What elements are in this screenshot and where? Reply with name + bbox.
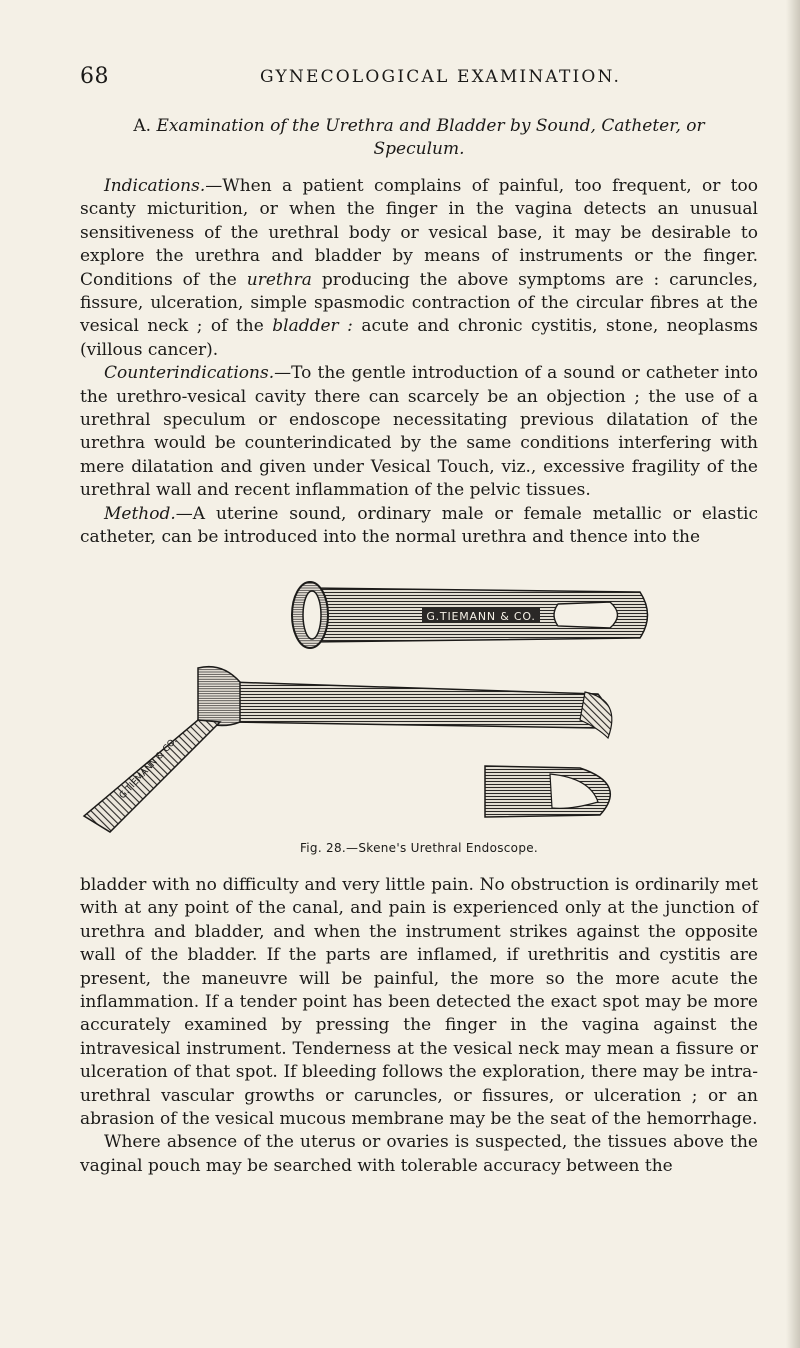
indications-text-b: producing the above symptoms are : caruncles, fissure, ulceration, simple spasmodic contraction of the circular fibres at the vesical neck ; of the (80, 269, 758, 337)
endoscope-obturator (485, 766, 610, 817)
page-header (80, 64, 740, 94)
method-label: Method. (104, 503, 176, 524)
figure-caption: Fig. 28.—Skene's Urethral Endoscope. (299, 840, 539, 855)
endoscope-illustration (80, 570, 758, 835)
counterindications-label: Counterindications. (104, 363, 275, 384)
indications-paragraph (80, 175, 758, 362)
page-content (80, 115, 758, 1178)
indications-em-urethra: urethra (246, 269, 312, 290)
last-paragraph: Where absence of the uterus or ovaries is suspected, the tissues above the vaginal pouch may be searched with tolerable accuracy between the (80, 1132, 758, 1176)
endoscope-figure (80, 570, 758, 835)
section-title (80, 115, 758, 161)
indications-em-bladder: bladder : (272, 316, 353, 337)
running-head: GYNECOLOGICAL EXAMINATION. (260, 67, 622, 87)
engraving-handle-text: G.TIEMANN & CO. (117, 735, 180, 801)
counterindications-paragraph (80, 362, 758, 502)
counterindications-text: —To the gentle introduction of a sound or catheter into the urethro-vesical cavity there can scarcely be an objection ; the use of a urethral speculum or endoscope necessitating previous dilatation of the urethra would be counterindicated by the same conditions interfering with mere dilatation and given under Vesical Touch, viz., excessive fragility of the urethral wall and recent inflammation of the pelvic tissues. (80, 363, 758, 501)
page-edge-shadow (786, 0, 800, 1348)
endoscope-tube-upper (292, 582, 648, 648)
indications-text-a: —When a patient complains of painful, too frequent, or too scanty micturition, or when the finger in the vagina detects an unusual sensitiveness of the urethral body or vesical base, it may be desirable to explore the urethra and bladder by means of instruments or the finger. Conditions of the (80, 176, 758, 290)
indications-text-c: acute and chronic cystitis, stone, neoplasms (villous cancer). (80, 316, 758, 360)
engraving-top-text: G.TIEMANN & CO. (426, 609, 536, 623)
method-text: —A uterine sound, ordinary male or female metallic or elastic catheter, can be introduced into the normal urethra and thence into the (80, 503, 758, 548)
section-title-text: Examination of the Urethra and Bladder by Sound, Catheter, or Speculum. (156, 116, 705, 159)
section-letter: A. (133, 116, 152, 136)
continuation-paragraph: bladder with no difficulty and very little pain. No obstruction is ordinarily met with at any point of the canal, and pain is experienced only at the junction of urethra and bladder, and when the instrument strikes against the opposite wall of the bladder. If the parts are inflamed, if urethritis and cystitis are present, the maneuvre will be painful, the more so the more acute the inflammation. If a tender point has been detected the exact spot may be more accurately examined by pressing the finger in the vagina against the intravesical instrument. Tenderness at the vesical neck may mean a fissure or ulceration of that spot. If bleeding follows the exploration, there may be intra-urethral vascular growths or caruncles, or fissures, or ulceration ; or an abrasion of the vesical mucous membrane may be the seat of the hemorrhage. (80, 874, 758, 1129)
page-number: 68 (80, 64, 109, 89)
indications-label: Indications. (104, 176, 206, 196)
method-paragraph (80, 503, 758, 550)
